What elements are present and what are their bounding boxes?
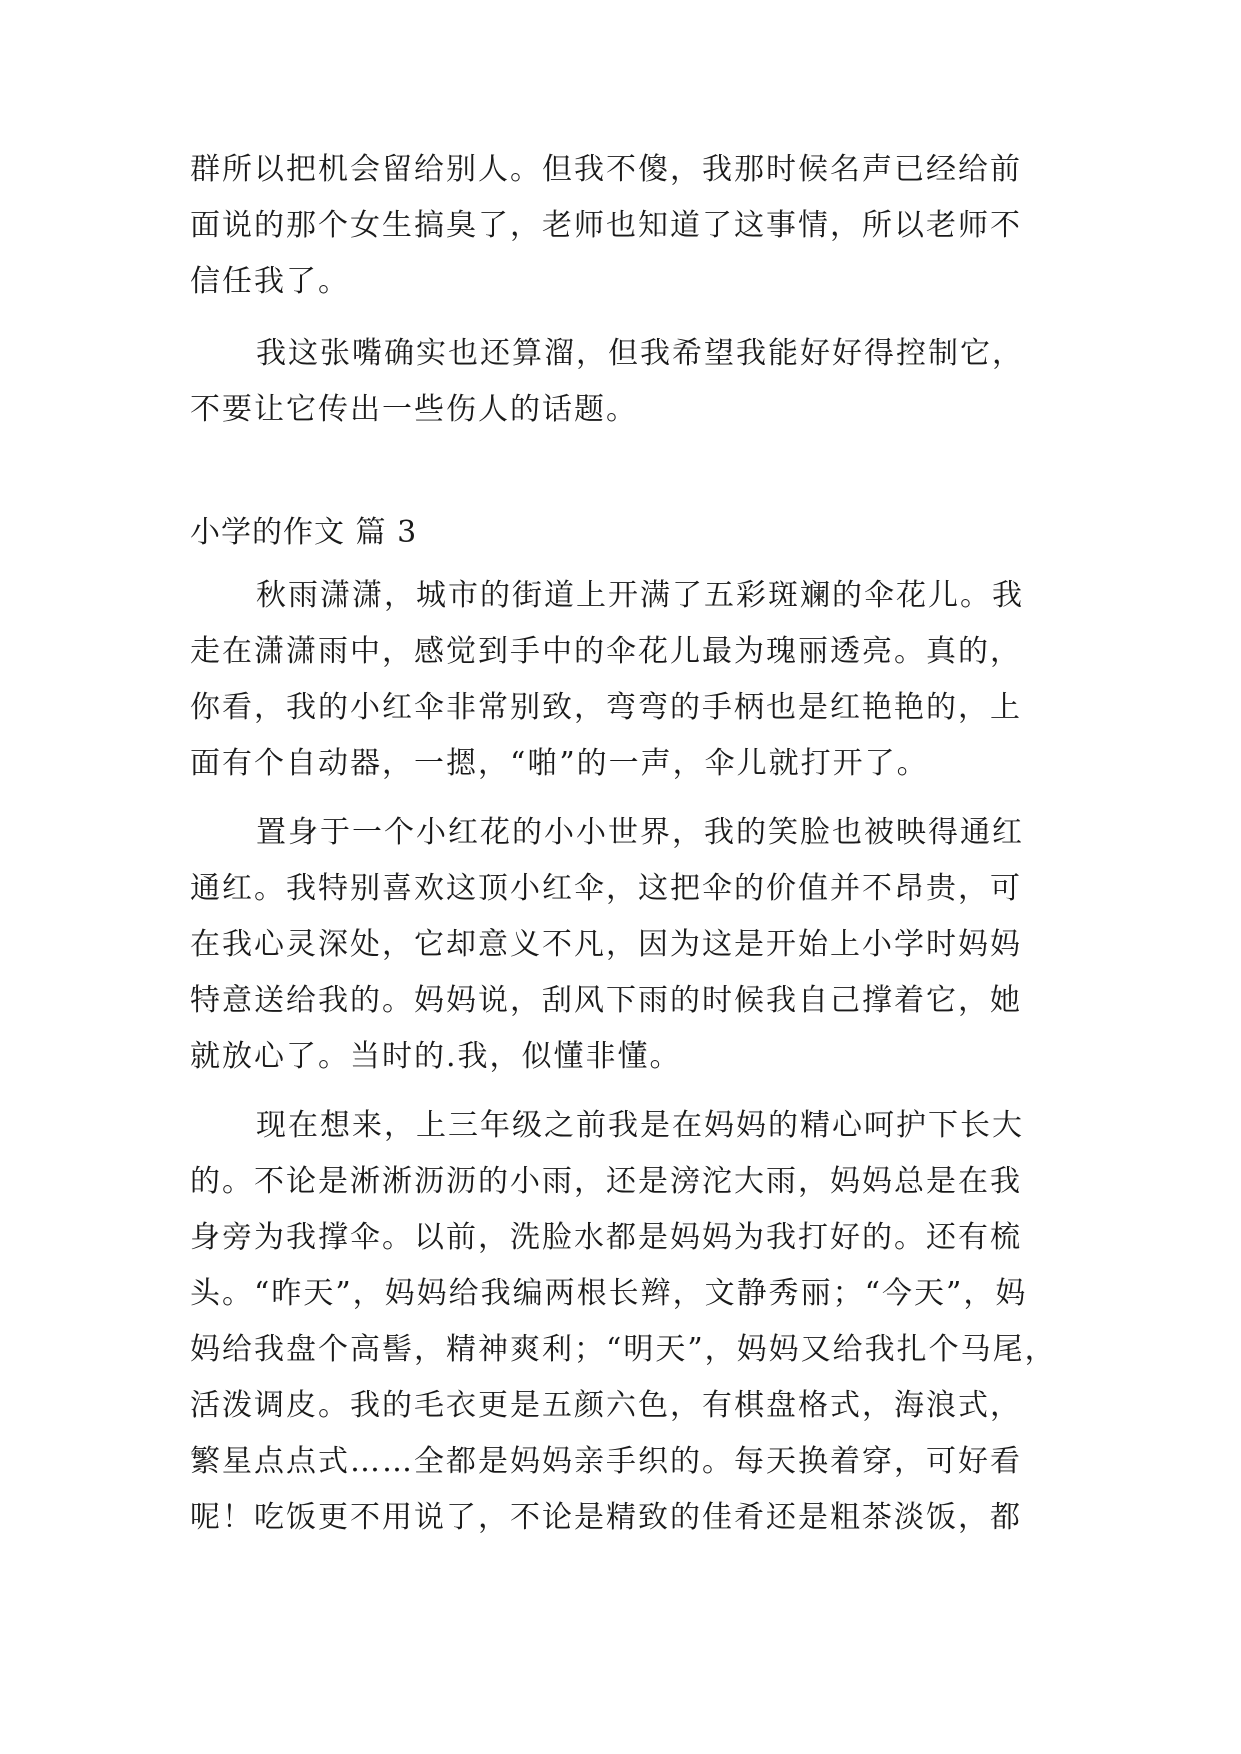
paragraph-line: 就放心了。当时的.我，似懂非懂。	[190, 1039, 682, 1074]
paragraph-line: 妈给我盘个高髻，精神爽利；“明天”，妈妈又给我扎个马尾，	[190, 1332, 1057, 1367]
paragraph-line: 群所以把机会留给别人。但我不傻，我那时候名声已经给前	[190, 152, 1022, 187]
paragraph-line: 呢！吃饭更不用说了，不论是精致的佳肴还是粗茶淡饭，都	[190, 1500, 1022, 1535]
paragraph-line: 在我心灵深处，它却意义不凡，因为这是开始上小学时妈妈	[190, 927, 1022, 962]
paragraph-line: 走在潇潇雨中，感觉到手中的伞花儿最为瑰丽透亮。真的，	[190, 634, 1022, 669]
paragraph-line: 不要让它传出一些伤人的话题。	[190, 392, 638, 427]
paragraph-line: 活泼调皮。我的毛衣更是五颜六色，有棋盘格式，海浪式，	[190, 1388, 1022, 1423]
paragraph-line: 通红。我特别喜欢这顶小红伞，这把伞的价值并不昂贵，可	[190, 871, 1022, 906]
paragraph-line: 身旁为我撑伞。以前，洗脸水都是妈妈为我打好的。还有梳	[190, 1220, 1022, 1255]
paragraph-line: 特意送给我的。妈妈说，刮风下雨的时候我自己撑着它，她	[190, 983, 1022, 1018]
paragraph-line: 你看，我的小红伞非常别致，弯弯的手柄也是红艳艳的，上	[190, 690, 1022, 725]
paragraph-line: 秋雨潇潇，城市的街道上开满了五彩斑斓的伞花儿。我	[256, 578, 1024, 613]
paragraph-line: 置身于一个小红花的小小世界，我的笑脸也被映得通红	[256, 815, 1024, 850]
paragraph-line: 繁星点点式……全都是妈妈亲手织的。每天换着穿，可好看	[190, 1444, 1022, 1479]
section-title: 小学的作文 篇 3	[190, 515, 418, 550]
paragraph-line: 的。不论是淅淅沥沥的小雨，还是滂沱大雨，妈妈总是在我	[190, 1164, 1022, 1199]
paragraph-line: 现在想来，上三年级之前我是在妈妈的精心呵护下长大	[256, 1108, 1024, 1143]
paragraph-line: 面说的那个女生搞臭了，老师也知道了这事情，所以老师不	[190, 208, 1022, 243]
paragraph-line: 头。“昨天”，妈妈给我编两根长辫，文静秀丽；“今天”，妈	[190, 1276, 1028, 1311]
paragraph-line: 我这张嘴确实也还算溜，但我希望我能好好得控制它，	[256, 336, 1024, 371]
paragraph-line: 信任我了。	[190, 264, 350, 299]
paragraph-line: 面有个自动器，一摁，“啪”的一声，伞儿就打开了。	[190, 746, 929, 781]
